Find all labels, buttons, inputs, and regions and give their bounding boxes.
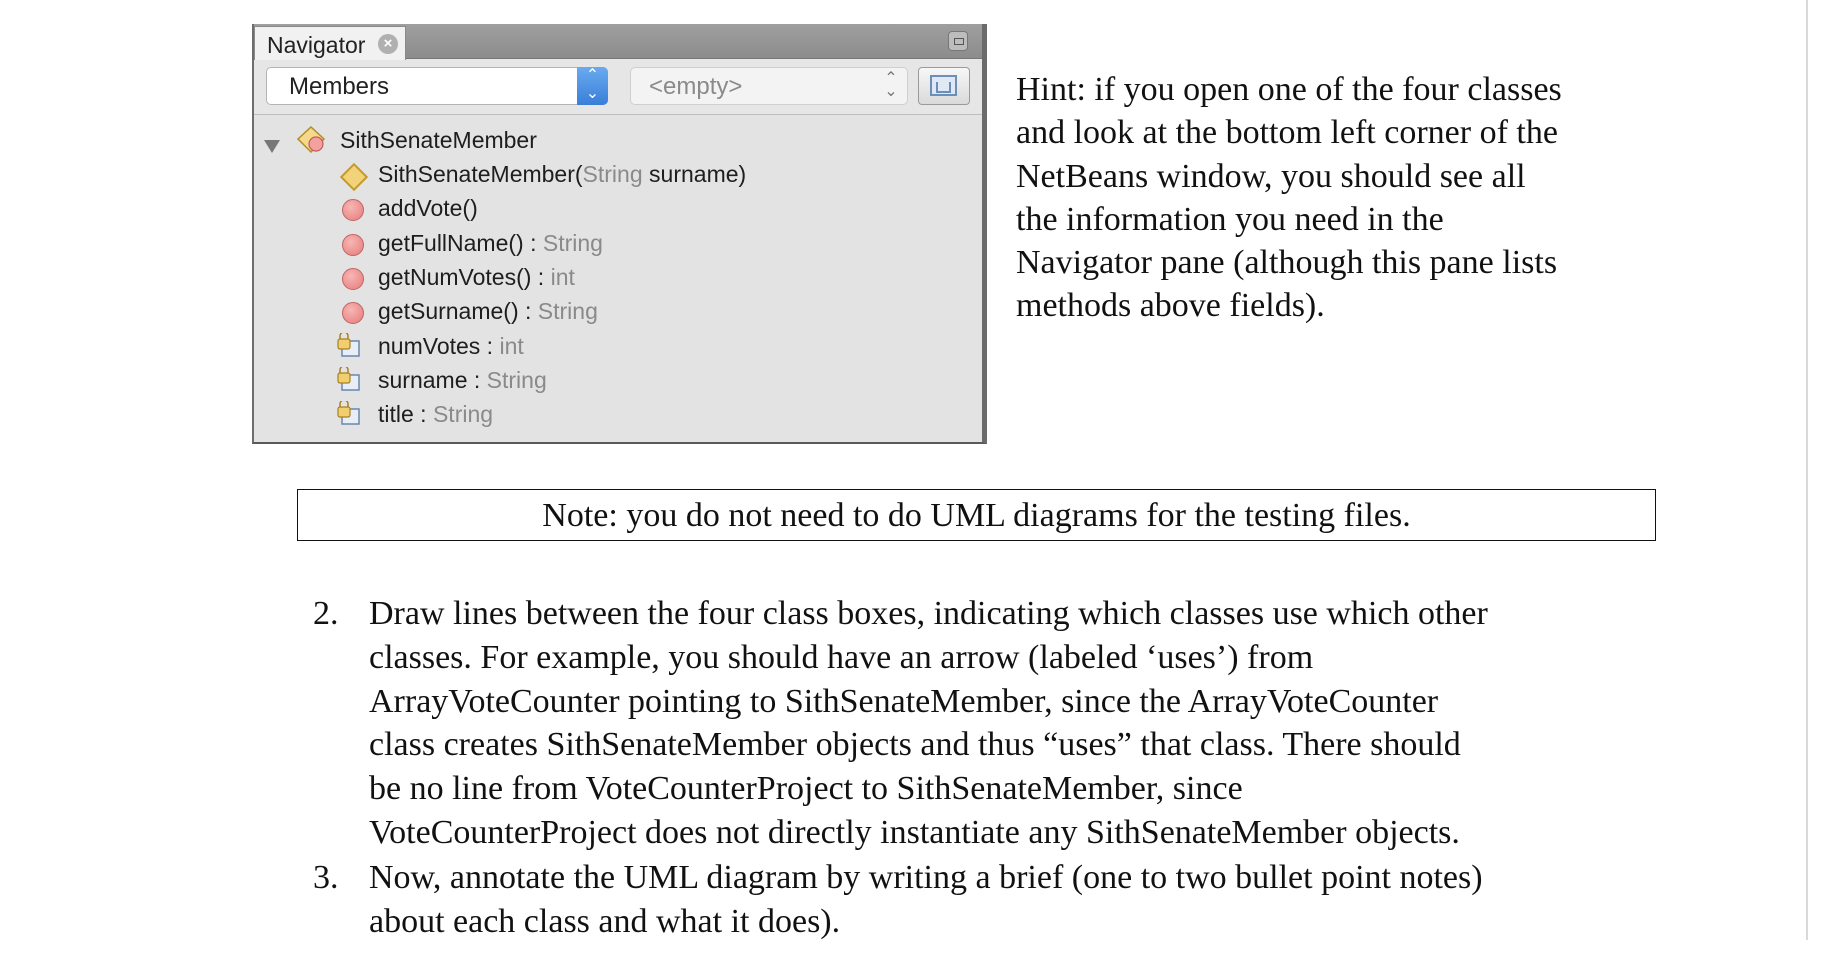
step-item [313,856,1673,944]
restore-window-icon[interactable] [948,31,968,51]
tree-member-method[interactable] [340,298,900,328]
member-name: addVote() [378,195,478,222]
scope-select-value: <empty> [649,73,743,100]
members-filter-value: Members [289,73,390,100]
tree-class-node[interactable] [254,127,554,157]
steps-list [313,592,1673,943]
method-icon [342,268,364,290]
hint-line: the information you need in the [1016,200,1444,238]
tab-navigator[interactable] [254,26,406,60]
tree-member-field[interactable] [340,333,900,363]
hint-line: Hint: if you open one of the four classes [1016,71,1562,108]
step-number: 2. [313,595,339,632]
step-line: be no line from VoteCounterProject to SithSenateMember, since [369,770,1243,808]
scope-select[interactable] [630,67,908,105]
member-signature [378,230,603,257]
member-type: String [486,366,547,393]
page-edge [1806,0,1808,940]
member-signature [378,401,493,428]
member-type: String [432,401,494,428]
disclosure-triangle-icon[interactable] [264,140,280,153]
member-name: getFullName() : [378,229,543,256]
note-box: Note: you do not need to do UML diagrams for the testing files. [297,489,1656,541]
member-signature [378,161,746,188]
members-filter-select[interactable] [266,67,608,105]
member-name: surname : [378,366,487,393]
member-name: getSurname() : [378,298,538,325]
member-type: String [537,298,598,325]
method-icon [342,234,364,256]
member-signature [378,367,547,394]
member-name: title : [378,401,433,428]
layout-toggle-button[interactable] [918,67,970,105]
tree-member-field[interactable] [340,401,900,431]
param-type: String [582,161,643,187]
tree-member-method[interactable] [340,230,900,260]
member-name: SithSenateMember( [378,161,583,187]
param-name: surname) [642,161,747,187]
step-line: class creates SithSenateMember objects and thus “uses” that class. There should [369,726,1461,764]
step-item [313,592,1673,855]
member-name: getNumVotes() : [378,263,551,290]
member-type: String [542,229,603,256]
tree-member-method[interactable] [340,264,900,294]
tree-member-method[interactable] [340,195,900,225]
private-field-icon [336,367,362,393]
select-stepper-icon[interactable]: ⌃ ⌄ [577,67,608,105]
step-line: Draw lines between the four class boxes, indicating which classes use which other [369,595,1488,632]
navigator-pane [252,24,987,444]
constructor-icon [340,163,368,191]
private-field-icon [336,333,362,359]
member-name: numVotes : [378,332,500,359]
class-name: SithSenateMember [340,127,537,153]
select-stepper-icon[interactable]: ⌃ ⌄ [884,70,898,100]
step-line: ArrayVoteCounter pointing to SithSenateMember, since the ArrayVoteCounter [369,682,1439,720]
hint-line: Navigator pane (although this pane lists [1016,244,1558,282]
method-icon [342,302,364,324]
method-icon [342,199,364,221]
private-field-icon [336,401,362,427]
member-type: int [499,332,524,359]
member-signature [378,333,524,360]
member-signature [378,264,575,291]
hint-line: methods above fields). [1016,287,1325,325]
member-signature [378,298,598,325]
tree-member-constructor[interactable] [340,161,900,191]
navigator-titlebar [254,24,982,59]
step-line: Now, annotate the UML diagram by writing a brief (one to two bullet point notes) [369,858,1483,896]
tree-member-field[interactable] [340,367,900,397]
step-line: about each class and what it does). [369,902,841,940]
member-signature [378,195,478,222]
step-line: VoteCounterProject does not directly instantiate any SithSenateMember objects. [369,813,1460,851]
class-icon [296,125,326,155]
hint-line: NetBeans window, you should see all [1016,157,1526,195]
hint-text [1016,68,1656,328]
step-number: 3. [313,858,339,896]
member-type: int [550,263,575,290]
members-tree [254,114,982,442]
tab-navigator-label: Navigator [267,32,366,58]
close-icon[interactable]: × [378,34,398,54]
hint-line: and look at the bottom left corner of the [1016,114,1558,152]
step-line: classes. For example, you should have an arrow (labeled ‘uses’) from [369,638,1314,676]
